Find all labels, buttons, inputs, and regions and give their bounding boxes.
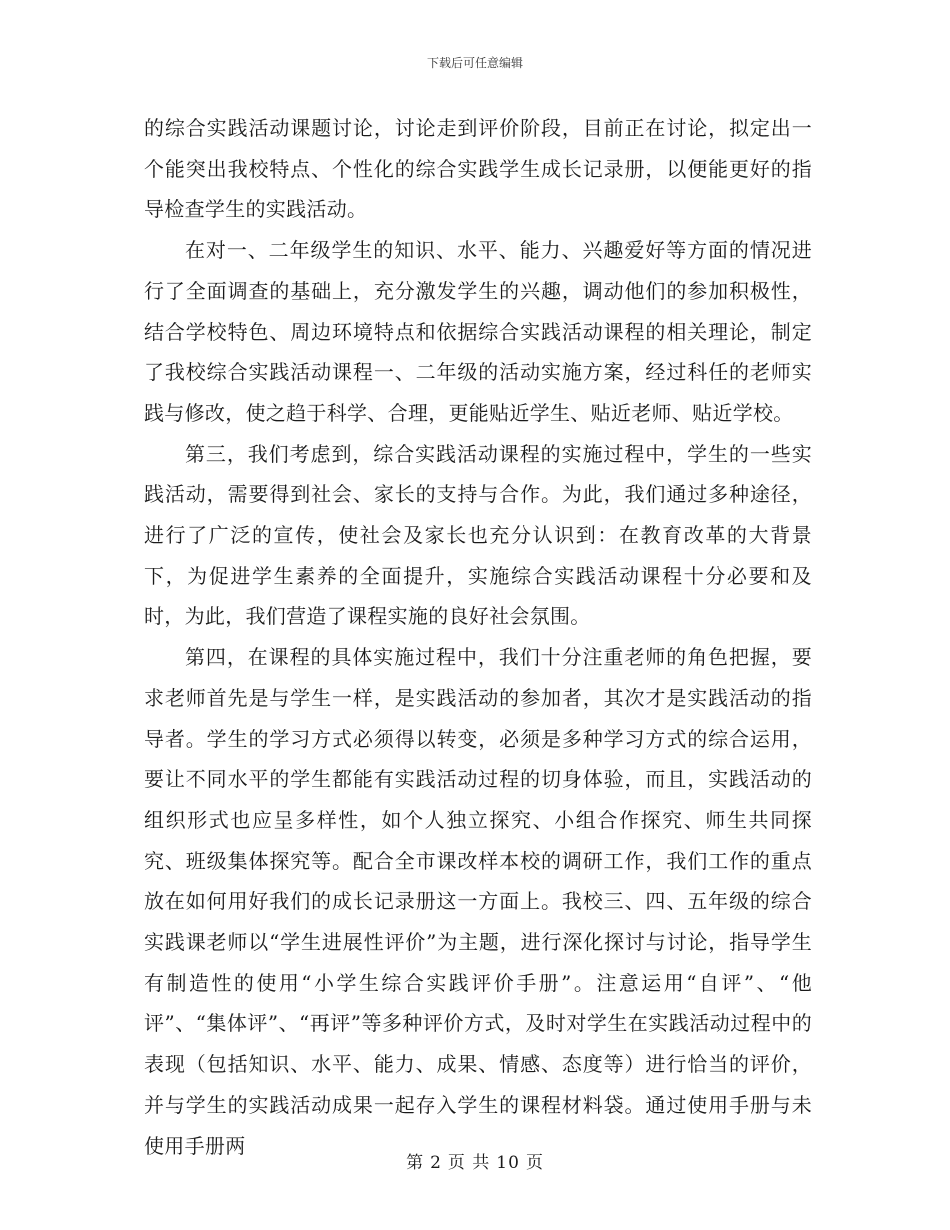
footer-suffix: 页 bbox=[525, 1153, 544, 1173]
paragraph-1: 的综合实践活动课题讨论，讨论走到评价阶段，目前正在讨论，拟定出一个能突出我校特点、个性化的综合实践学生成长记录册，以便能更好的指导检查学生的实践活动。 bbox=[144, 116, 812, 222]
paragraph-2: 在对一、二年级学生的知识、水平、能力、兴趣爱好等方面的情况进行了全面调查的基础上，充分激发学生的兴趣，调动他们的参加积极性，结合学校特色、周边环境特点和依据综合实践活动课程的相关理论，制定了我校综合实践活动课程一、二年级的活动实施方案，经过科任的老师实践与修改，使之趋于科学、合理，更能贴近学生、贴近老师、贴近学校。 bbox=[144, 238, 812, 425]
document-body bbox=[144, 108, 812, 1166]
total-pages: 10 bbox=[496, 1153, 520, 1173]
paragraph-3: 第三，我们考虑到，综合实践活动课程的实施过程中，学生的一些实践活动，需要得到社会、家长的支持与合作。为此，我们通过多种途径，进行了广泛的宣传，使社会及家长也充分认识到：在教育改革的大背景下，为促进学生素养的全面提升，实施综合实践活动课程十分必要和及时，为此，我们营造了课程实施的良好社会氛围。 bbox=[144, 441, 812, 629]
current-page-number: 2 bbox=[430, 1153, 442, 1173]
footer-middle: 页 共 bbox=[447, 1153, 491, 1173]
paragraph-4: 第四，在课程的具体实施过程中，我们十分注重老师的角色把握，要求老师首先是与学生一样，是实践活动的参加者，其次才是实践活动的指导者。学生的学习方式必须得以转变，必须是多种学习方式的综合运用，要让不同水平的学生都能有实践活动过程的切身体验，而且，实践活动的组织形式也应呈多样性，如个人独立探究、小组合作探究、师生共同探究、班级集体探究等。配合全市课改样本校的调研工作，我们工作的重点放在如何用好我们的成长记录册这一方面上。我校三、四、五年级的综合实践课老师以“学生进展性评价”为主题，进行深化探讨与讨论，指导学生有制造性的使用“小学生综合实践评价手册”。注意运用“自评”、“他评”、“集体评”、“再评”等多种评价方式，及时对学生在实践活动过程中的表现（包括知识、水平、能力、成果、情感、态度等）进行恰当的评价，并与学生的实践活动成果一起存入学生的课程材料袋。通过使用手册与未使用手册两 bbox=[144, 645, 812, 1158]
page-header: 下载后可任意编辑 bbox=[426, 56, 523, 70]
page-footer bbox=[0, 1148, 950, 1173]
footer-prefix: 第 bbox=[406, 1153, 425, 1173]
